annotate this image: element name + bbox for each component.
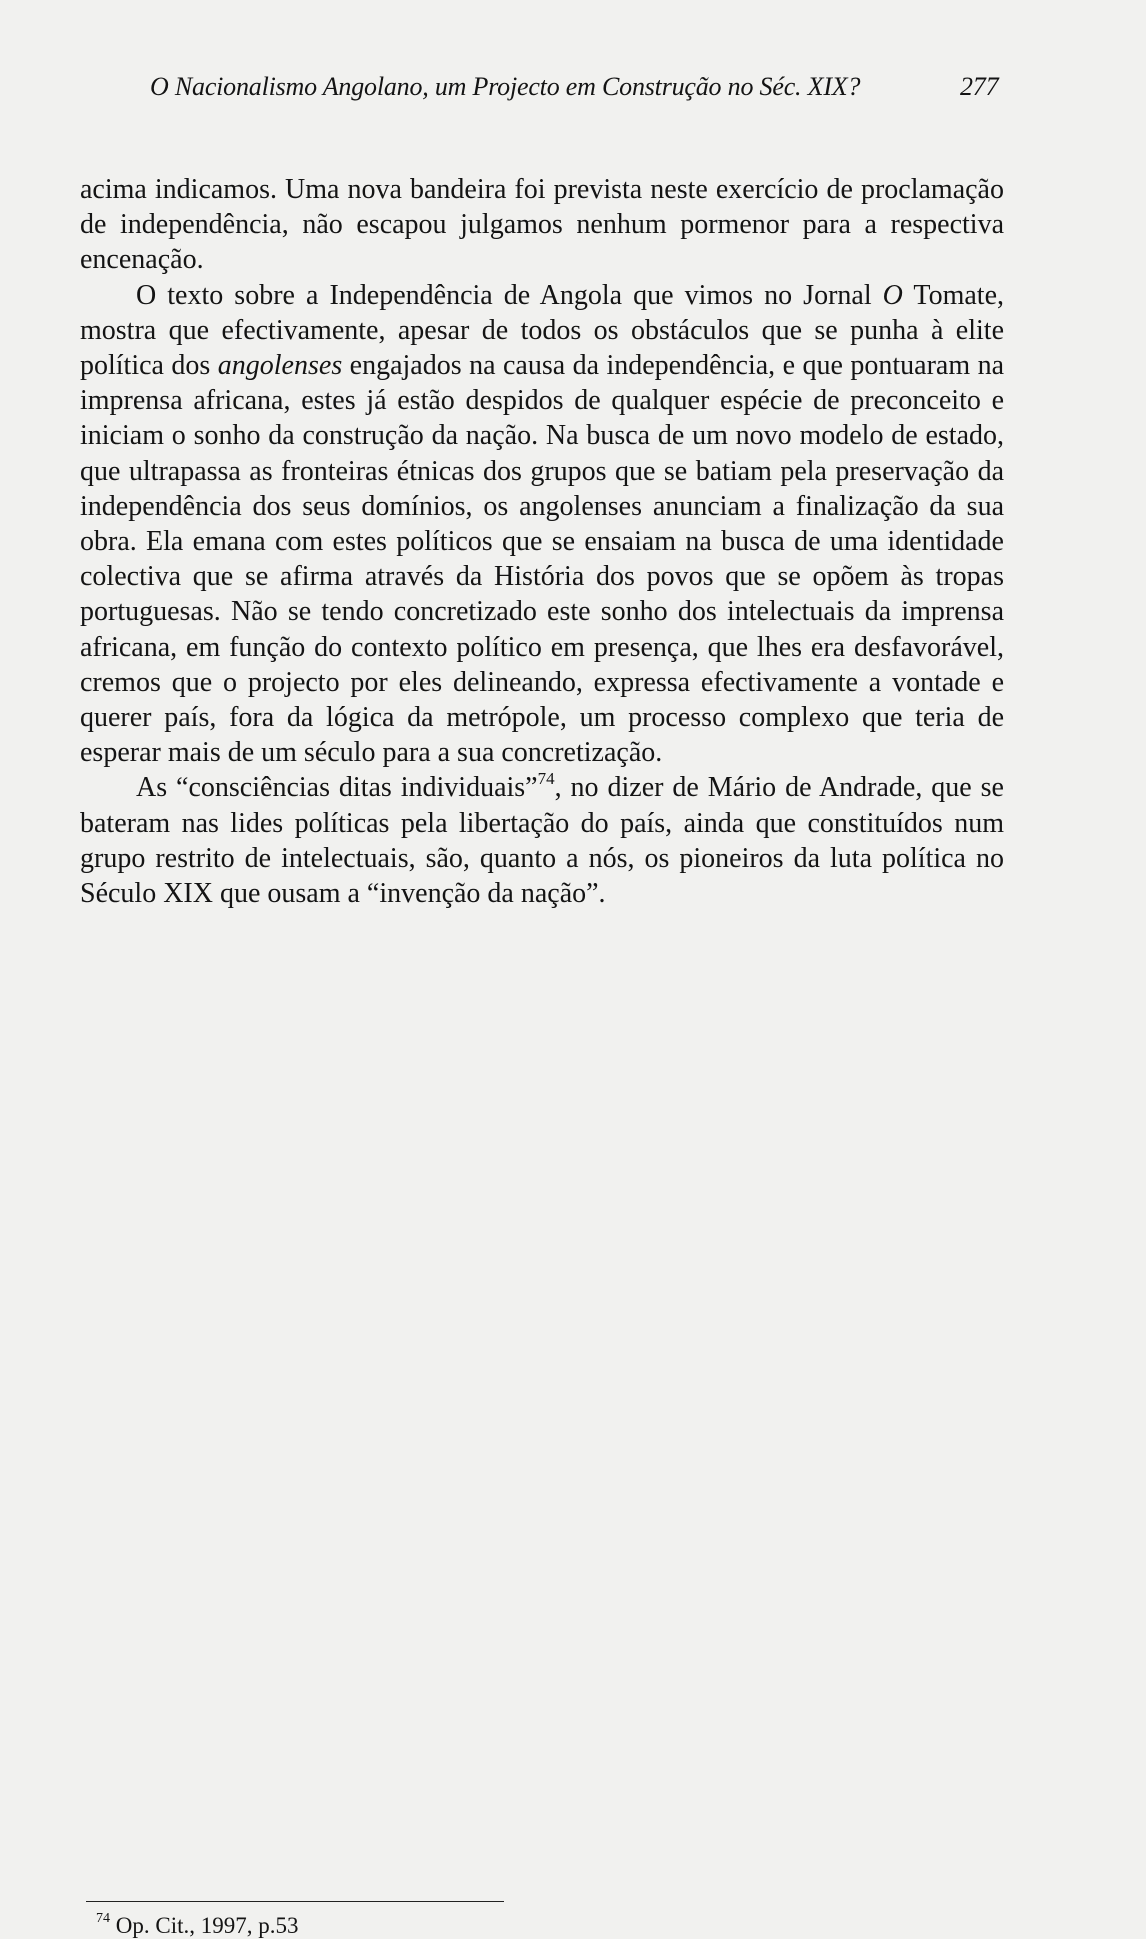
page-number: 277 [960, 72, 999, 101]
footnote [96, 1913, 298, 1939]
newspaper-name-italic: O [882, 279, 903, 311]
paragraph-2 [80, 278, 1004, 771]
footnote-number: 74 [96, 1911, 110, 1927]
header-title: O Nacionalismo Angolano, um Projecto em Construção no Séc. XIX? [150, 72, 861, 101]
angolenses-italic: angolenses [217, 350, 343, 382]
running-header [150, 72, 1000, 102]
footnote-divider [86, 1901, 504, 1902]
paragraph-2-text-b: engajados na causa da independência, e que pontuaram na imprensa africana, estes já estão despidos de qualquer espécie de preconceito e iniciam o sonho da construção da nação. Na busca de um novo modelo de estado, que ultrapassa as fronteiras étnicas dos grupos que se batiam pela preservação da independência dos seus domínios, os angolenses anunciam a finalização da sua obra. Ela emana com estes políticos que se ensaiam na busca de uma identidade colectiva que se afirma através da História dos povos que se opõem às tropas portuguesas. Não se tendo concretizado este sonho dos intelectuais da imprensa africana, em função do contexto político em presença, que lhes era desfavorável, cremos que o projecto por eles delineando, expressa efectivamente a vontade e querer país, fora da lógica da metrópole, um processo complexo que teria de esperar mais de um século para a sua concretização. [80, 350, 1004, 769]
paragraph-3 [80, 770, 1004, 911]
footnote-reference[interactable]: 74 [537, 769, 555, 789]
paragraph-2-text-a: Tomate, mostra que efectivamente, apesar de todos os obstáculos que se punha à elite política dos [80, 279, 1004, 382]
footnote-text: Op. Cit., 1997, p.53 [110, 1913, 299, 1938]
paragraph-3-text-a: As “consciências ditas individuais” [136, 772, 538, 804]
paragraph-3-text-b: , no dizer de Mário de Andrade, que se bateram nas lides políticas pela libertação do país, ainda que constituídos num grupo restrito de intelectuais, são, quanto a nós, os pioneiros da luta política no Século XIX que ousam a “invenção da nação”. [80, 772, 1004, 910]
paragraph-1: acima indicamos. Uma nova bandeira foi prevista neste exercício de proclamação de independência, não escapou julgamos nenhum pormenor para a respectiva encenação. [80, 174, 1004, 276]
paragraph-2-lead: O texto sobre a Independência de Angola que vimos no Jornal [136, 279, 883, 311]
body-text [80, 172, 1004, 911]
